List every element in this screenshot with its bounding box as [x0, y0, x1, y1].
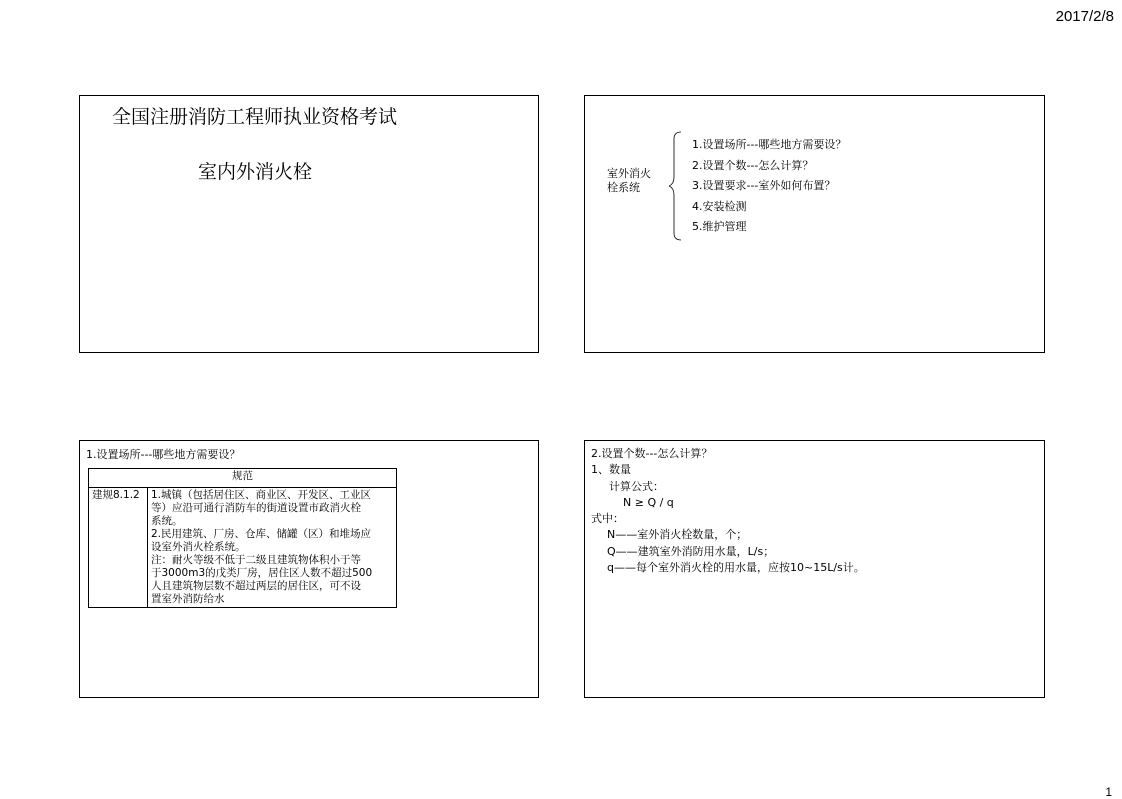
page-number: 1: [1105, 785, 1112, 799]
text-line: 系统。: [151, 515, 183, 527]
table-row: [89, 488, 397, 608]
regulation-text-cell: [148, 488, 397, 608]
slide-title: 全国注册消防工程师执业资格考试: [112, 106, 398, 128]
list-item: 4.安装检测: [692, 199, 747, 213]
text-line: 设室外消火栓系统。: [151, 541, 246, 553]
list-item: 1.设置场所---哪些地方需要设？: [692, 138, 847, 151]
formula: N ≥ Q / q: [623, 495, 674, 509]
system-label: 室外消火栓系统: [607, 167, 651, 194]
slide-1: [79, 95, 539, 353]
slide-body: [591, 446, 865, 576]
slide-4: [584, 440, 1045, 698]
text-line: 等）应沿可通行消防车的街道设置市政消火栓: [151, 502, 361, 514]
list-item: 5.维护管理: [692, 220, 747, 233]
slide-heading: 1.设置场所---哪些地方需要设？: [86, 448, 241, 461]
text-line: 于3000m3的戊类厂房，居住区人数不超过500: [151, 567, 373, 579]
regulation-ref-cell: 建规8.1.2: [89, 488, 148, 608]
topic-list: [692, 135, 846, 238]
list-item: 3.设置要求---室外如何布置？: [692, 179, 836, 192]
text-line: 1.城镇（包括居住区、商业区、开发区、工业区: [151, 489, 372, 501]
definition-item: q——每个室外消火栓的用水量，应按10~15L/s计。: [607, 561, 865, 575]
slide-2: [584, 95, 1045, 353]
list-item: 2.设置个数---怎么计算？: [692, 158, 814, 172]
regulation-table: [88, 468, 397, 608]
slide-heading: 2.设置个数---怎么计算？: [591, 447, 713, 460]
print-date: 2017/2/8: [1055, 8, 1114, 25]
text-line: 2.民用建筑、厂房、仓库、储罐（区）和堆场应: [151, 528, 372, 540]
where-label: 式中：: [591, 512, 624, 526]
slide-3: [79, 440, 539, 698]
text-line: 注：耐火等级不低于二级且建筑物体积小于等: [151, 554, 361, 566]
formula-label: 计算公式：: [609, 479, 664, 493]
slide-subtitle: 室内外消火栓: [198, 161, 313, 183]
text-line: 置室外消防给水: [151, 593, 225, 605]
text-line: 人且建筑物层数不超过两层的居住区，可不设: [151, 580, 361, 592]
table-header: 规范: [89, 469, 397, 488]
section-title: 1、数量: [591, 463, 631, 477]
curly-brace-icon: [669, 131, 683, 241]
definition-item: Q——建筑室外消防用水量，L/s；: [607, 544, 775, 558]
definition-item: N——室外消火栓数量，个；: [607, 528, 748, 542]
